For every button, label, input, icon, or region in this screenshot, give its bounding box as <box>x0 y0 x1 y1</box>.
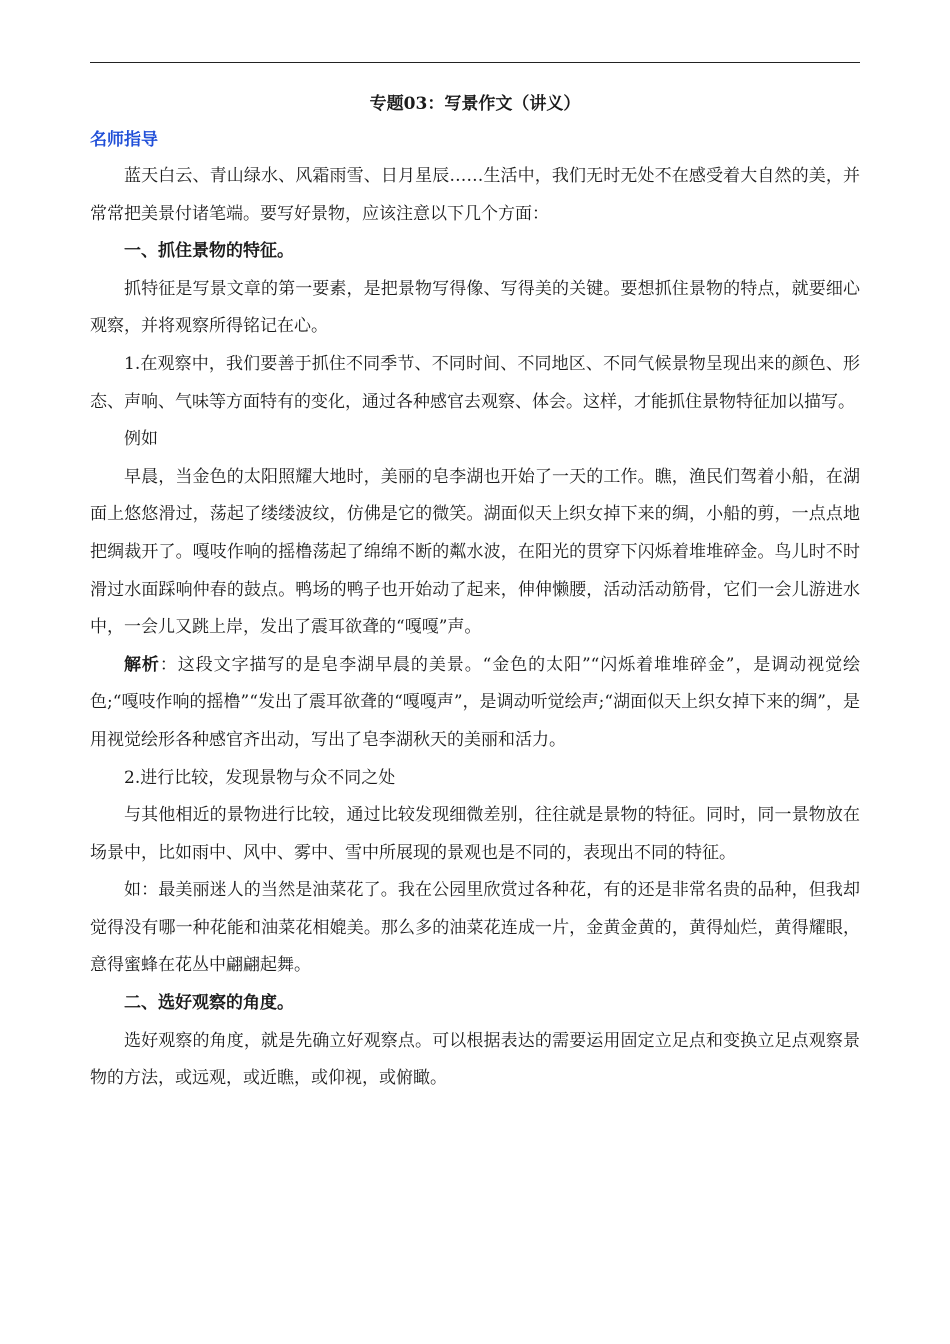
paragraph-compare: 与其他相近的景物进行比较，通过比较发现细微差别，往往就是景物的特征。同时，同一景物放在场景中，比如雨中、风中、雾中、雪中所展现的景观也是不同的，表现出不同的特征。 <box>90 805 860 863</box>
document-body <box>90 86 860 1098</box>
example-label: 例如 <box>124 429 158 450</box>
analysis-label: 解析 <box>124 654 160 675</box>
page-title: 专题03：写景作文（讲义） <box>369 94 581 114</box>
heading-grasp-features: 一、抓住景物的特征。 <box>124 241 294 262</box>
analysis-text: ：这段文字描写的是皂李湖早晨的美景。“金色的太阳”“闪烁着堆堆碎金”，是调动视觉绘色;“嘎吱作响的摇橹”“发出了震耳欲聋的“嘎嘎声”，是调动听觉绘声;“湖面似天上织女掉下来的绸”，是用视觉绘形各种感官齐出动，写出了皂李湖秋天的美丽和活力。 <box>90 654 861 750</box>
paragraph-features: 抓特征是写景文章的第一要素，是把景物写得像、写得美的关键。要想抓住景物的特点，就要细心观察，并将观察所得铭记在心。 <box>90 278 860 337</box>
paragraph-compare-heading: 2.进行比较，发现景物与众不同之处 <box>124 767 396 788</box>
example-paragraph: 早晨，当金色的太阳照耀大地时，美丽的皂李湖也开始了一天的工作。瞧，渔民们驾着小船，在湖面上悠悠滑过，荡起了缕缕波纹，仿佛是它的微笑。湖面似天上织女掉下来的绸，小船的剪，一点点地把绸裁开了。嘎吱作响的摇橹荡起了绵绵不断的粼水波，在阳光的贯穿下闪烁着堆堆碎金。鸟儿时不时滑过水面踩响仲春的鼓点。鸭场的鸭子也开始动了起来，伸伸懒腰，活动活动筋骨，它们一会儿游进水中，一会儿又跳上岸，发出了震耳欲聋的“嘎嘎”声。 <box>90 466 860 638</box>
heading-observation-angle: 二、选好观察的角度。 <box>124 993 294 1014</box>
paragraph-rapeseed-example: 如：最美丽迷人的当然是油菜花了。我在公园里欣赏过各种花，有的还是非常名贵的品种，但我却觉得没有哪一种花能和油菜花相媲美。那么多的油菜花连成一片，金黄金黄的，黄得灿烂，黄得耀眼，意得蜜蜂在花丛中翩翩起舞。 <box>90 880 860 976</box>
section-label: 名师指导 <box>90 130 158 150</box>
paragraph-observation-angle: 选好观察的角度，就是先确立好观察点。可以根据表达的需要运用固定立足点和变换立足点观察景物的方法，或远观，或近瞧，或仰视，或俯瞰。 <box>90 1030 860 1089</box>
paragraph-observation: 1.在观察中，我们要善于抓住不同季节、不同时间、不同地区、不同气候景物呈现出来的颜色、形态、声响、气味等方面特有的变化，通过各种感官去观察、体会。这样，才能抓住景物特征加以描写。 <box>90 353 860 412</box>
intro-paragraph: 蓝天白云、青山绿水、风霜雨雪、日月星辰……生活中，我们无时无处不在感受着大自然的美，并常常把美景付诸笔端。要写好景物，应该注意以下几个方面： <box>90 166 860 224</box>
header-rule <box>90 62 860 63</box>
analysis-paragraph <box>90 647 860 760</box>
